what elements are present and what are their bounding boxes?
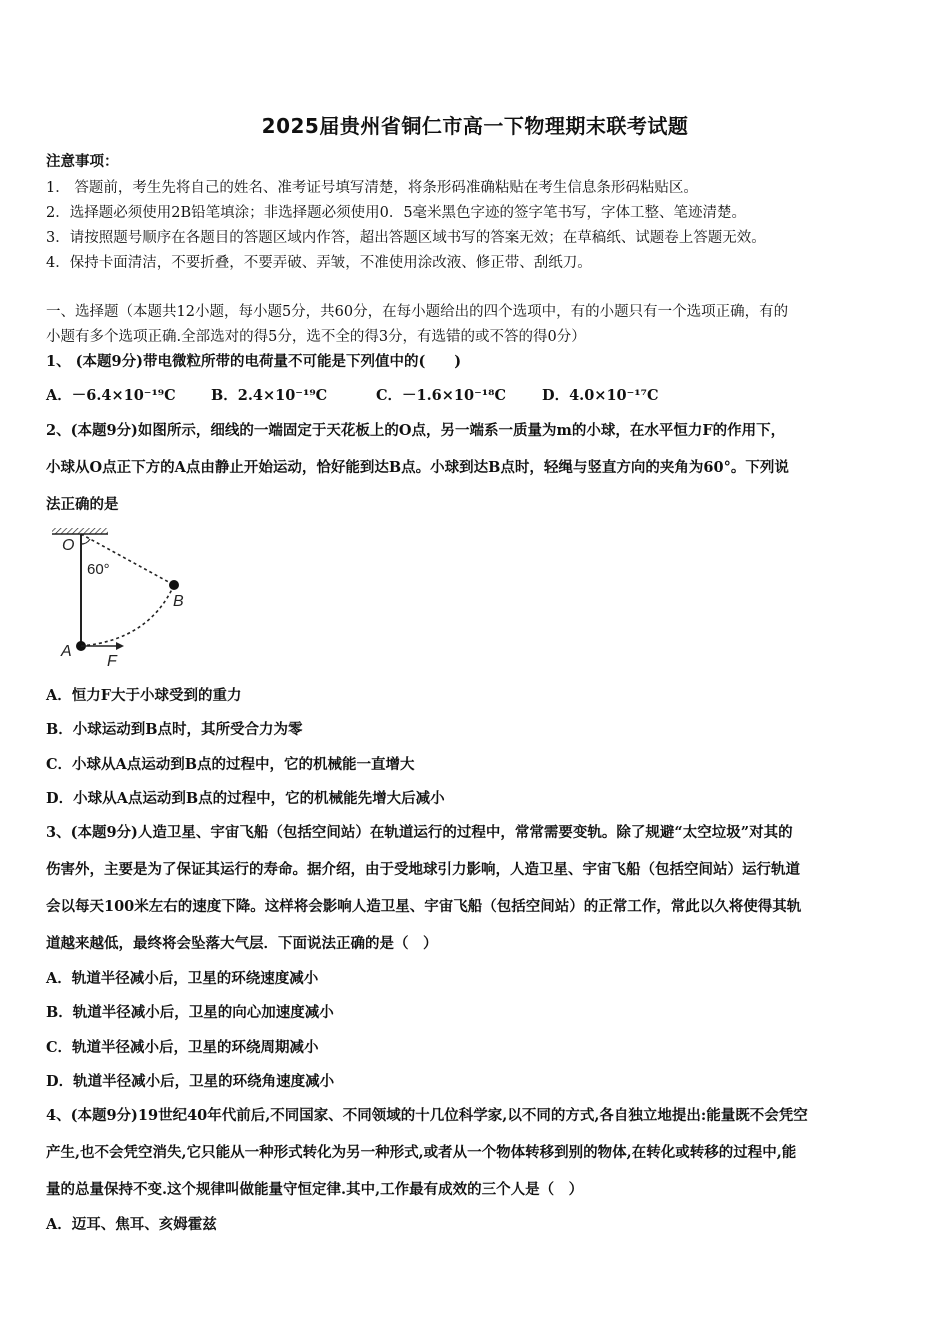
question-3-stem: 道越来越低，最终将会坠落大气层．下面说法正确的是（ ） — [46, 935, 438, 952]
pendulum-figure — [44, 522, 204, 670]
label-angle: 60° — [87, 561, 110, 578]
page-title: 2025届贵州省铜仁市高一下物理期末联考试题 — [261, 114, 689, 138]
label-b: B — [173, 593, 184, 610]
question-2-option-d: D．小球从A点运动到B点的过程中，它的机械能先增大后减小 — [46, 790, 445, 807]
question-3-stem: 3、(本题9分)人造卫星、宇宙飞船（包括空间站）在轨道运行的过程中，常常需要变轨。除了规避“太空垃圾”对其的 — [46, 824, 793, 841]
question-3-option-a: A．轨道半径减小后，卫星的环绕速度减小 — [46, 970, 319, 987]
question-2-stem: 小球从O点正下方的A点由静止开始运动，恰好能到达B点。小球到达B点时，轻绳与竖直方向的夹角为60°。下列说 — [46, 459, 789, 476]
force-arrowhead — [116, 642, 124, 650]
question-1-stem: 1、 (本题9分)带电微粒所带的电荷量不可能是下列值中的( ) — [46, 353, 462, 370]
option-a: A．－6.4×10⁻¹⁹C — [46, 387, 176, 404]
question-2-stem: 法正确的是 — [46, 496, 119, 513]
option-d: D．4.0×10⁻¹⁷C — [542, 387, 659, 404]
label-o: O — [62, 537, 75, 554]
notice-item: 3．请按照题号顺序在各题目的答题区域内作答，超出答题区域书写的答案无效；在草稿纸、试题卷上答题无效。 — [46, 230, 766, 246]
label-f: F — [107, 653, 117, 670]
question-2-option-a: A．恒力F大于小球受到的重力 — [46, 687, 242, 704]
question-2-option-c: C．小球从A点运动到B点的过程中，它的机械能一直增大 — [46, 756, 415, 773]
question-4-stem: 产生,也不会凭空消失,它只能从一种形式转化为另一种形式,或者从一个物体转移到别的物体,在转化或转移的过程中,能 — [46, 1144, 797, 1161]
notice-item: 4．保持卡面清洁，不要折叠，不要弄破、弄皱，不准使用涂改液、修正带、刮纸刀。 — [46, 255, 592, 271]
question-4-option-a: A．迈耳、焦耳、亥姆霍兹 — [46, 1216, 217, 1233]
question-3-stem: 伤害外，主要是为了保证其运行的寿命。据介绍，由于受地球引力影响，人造卫星、宇宙飞船（包括空间站）运行轨道 — [46, 861, 800, 878]
option-c: C．－1.6×10⁻¹⁸C — [376, 387, 506, 404]
question-1-options — [46, 386, 906, 406]
question-4-stem: 量的总量保持不变.这个规律叫做能量守恒定律.其中,工作最有成效的三个人是（ ） — [46, 1181, 584, 1198]
question-4-stem: 4、(本题9分)19世纪40年代前后,不同国家、不同领域的十几位科学家,以不同的方式,各自独立地提出:能量既不会凭空 — [46, 1107, 808, 1124]
ceiling-hatch — [52, 528, 108, 534]
arc-path — [81, 585, 174, 646]
notice-heading: 注意事项： — [46, 153, 119, 170]
section-heading-cont: 小题有多个选项正确.全部选对的得5分，选不全的得3分，有选错的或不答的得0分） — [46, 329, 586, 345]
question-2-stem: 2、(本题9分)如图所示，细线的一端固定于天花板上的O点，另一端系一质量为m的小球，在水平恒力F的作用下， — [46, 422, 786, 439]
notice-item: 2．选择题必须使用2B铅笔填涂；非选择题必须使用0．5毫米黑色字迹的签字笔书写，字体工整、笔迹清楚。 — [46, 205, 747, 221]
question-3-option-c: C．轨道半径减小后，卫星的环绕周期减小 — [46, 1039, 319, 1056]
question-3-stem: 会以每天100米左右的速度下降。这样将会影响人造卫星、宇宙飞船（包括空间站）的正常工作，常此以久将使得其轨 — [46, 898, 802, 915]
question-3-option-d: D．轨道半径减小后，卫星的环绕角速度减小 — [46, 1073, 335, 1090]
angle-arc — [81, 539, 90, 544]
question-3-option-b: B．轨道半径减小后，卫星的向心加速度减小 — [46, 1004, 334, 1021]
notice-item: 1． 答题前，考生先将自己的姓名、准考证号填写清楚，将条形码准确粘贴在考生信息条形码粘贴区。 — [46, 180, 698, 196]
ball-b — [169, 580, 179, 590]
label-a: A — [61, 643, 72, 660]
option-b: B．2.4×10⁻¹⁹C — [211, 387, 328, 404]
question-2-option-b: B．小球运动到B点时，其所受合力为零 — [46, 721, 303, 738]
section-heading: 一、选择题（本题共12小题，每小题5分，共60分，在每小题给出的四个选项中，有的小题只有一个选项正确，有的 — [46, 304, 789, 320]
